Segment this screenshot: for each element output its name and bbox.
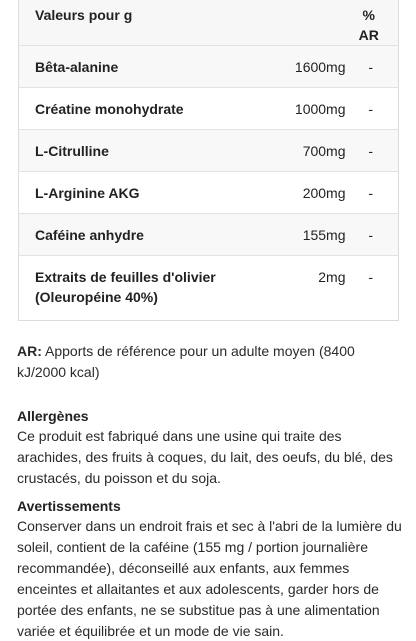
ingredient-name: Créatine monohydrate (19, 88, 250, 130)
ingredient-name: L-Citrulline (19, 130, 250, 172)
ingredient-name: Bêta-alanine (19, 46, 250, 88)
ingredient-name: Caféine anhydre (19, 214, 250, 256)
ingredient-amount: 2mg (250, 256, 346, 321)
ar-footnote (17, 341, 403, 383)
ingredient-ar: - (346, 46, 399, 88)
table-row (19, 214, 399, 256)
ingredient-amount: 1000mg (250, 88, 346, 130)
warnings-title: Avertissements (17, 498, 121, 514)
ar-footnote-label: AR: (17, 343, 42, 359)
ingredient-ar: - (346, 256, 399, 321)
header-ar (346, 0, 399, 46)
header-ar-label: AR (358, 27, 379, 43)
ingredient-ar: - (346, 88, 399, 130)
ingredient-name: L-Arginine AKG (19, 172, 250, 214)
allergens-section (17, 406, 403, 489)
header-values-per: Valeurs pour g (19, 0, 250, 46)
ingredient-amount: 700mg (250, 130, 346, 172)
header-ar-percent: % (362, 7, 375, 23)
ar-footnote-text: Apports de référence pour un adulte moyen (8400 kJ/2000 kcal) (17, 343, 355, 380)
table-header-row (19, 0, 399, 46)
header-amount (250, 0, 346, 46)
table-row (19, 172, 399, 214)
ingredient-amount: 155mg (250, 214, 346, 256)
ingredient-ar: - (346, 172, 399, 214)
ingredient-amount: 200mg (250, 172, 346, 214)
warnings-section (17, 496, 403, 641)
warnings-text: Conserver dans un endroit frais et sec à l'abri de la lumière du soleil, contient de la caféine (155 mg / portion journalière recommandée), déconseillé aux enfants, aux femmes enceintes et allaitantes et aux adolescents, garder hors de portée des enfants, ne se substitue pas à une alimentation variée et équilibrée et un mode de vie sain. (17, 518, 402, 639)
table-row (19, 46, 399, 88)
ingredient-ar: - (346, 214, 399, 256)
allergens-text: Ce produit est fabriqué dans une usine qui traite des arachides, des fruits à coques, du lait, des oeufs, du blé, des crustacés, du poisson et du soja. (17, 428, 393, 486)
table-row (19, 256, 399, 321)
table-row (19, 88, 399, 130)
ingredient-ar: - (346, 130, 399, 172)
table-row (19, 130, 399, 172)
ingredient-amount: 1600mg (250, 46, 346, 88)
allergens-title: Allergènes (17, 408, 89, 424)
nutrition-table (18, 0, 399, 321)
ingredient-name: Extraits de feuilles d'olivier (Oleuropéine 40%) (19, 256, 250, 321)
